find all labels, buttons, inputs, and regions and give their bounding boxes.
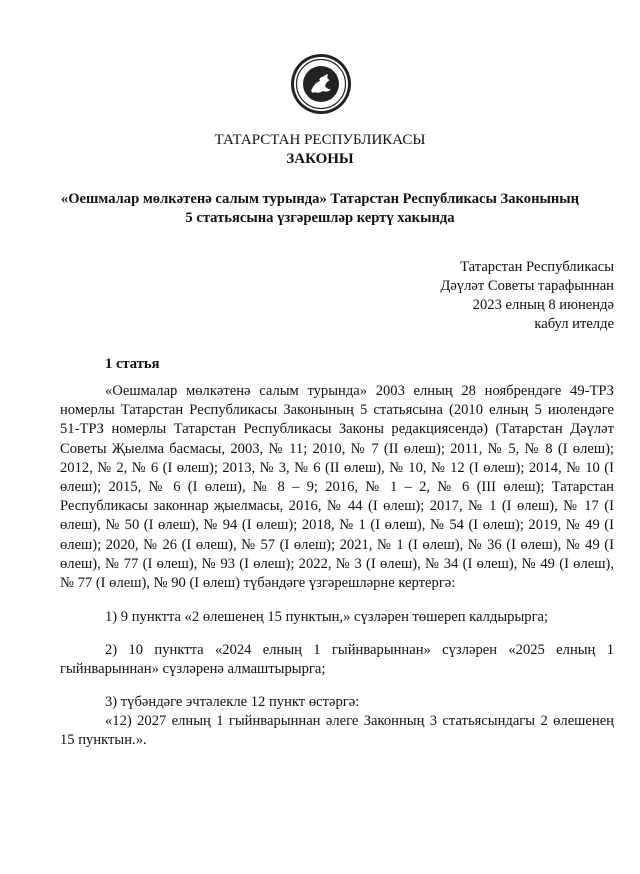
law-title [60,190,580,228]
adoption-line: Дәүләт Советы тарафыннан [440,278,614,294]
law-title-line: 5 статьясына үзгәрешләр кертү хакында [185,210,455,226]
adoption-line: Татарстан Республикасы [460,259,614,275]
paragraph-text: 3) түбәндәге эчтәлекле 12 пункт өстәргә: [105,694,360,710]
paragraph-text: «Оешмалар мөлкәтенә салым турында» 2003 елның 28 ноябрендәге 49-ТРЗ номерлы Татарстан Республикасы Законының 5 статьясына (2010 елның 5 июлендәге 51-ТРЗ номерлы Татарстан Республикасы Законы редакциясендә) (Татарстан Дәүләт Советы Җыелма басмасы, 2003, № 11; 2010, № 7 (II өлеш); 2011, № 5, № 8 (I өлеш); 2012, № 2, № 6 (I өлеш); 2013, № 3, № 6 (II өлеш), № 10, № 12 (I өлеш); 2014, № 10 (I өлеш); 2015, № 6 (I өлеш), № 8 – 9; 2016, № 1 – 2, № 6 (III өлеш); Татарстан Республикасы законнар җыелмасы, 2016, № 44 (I өлеш); 2017, № 1 (I өлеш), № 17 (I өлеш), № 50 (I өлеш), № 94 (I өлеш); 2018, № 1 (I өлеш), № 54 (I өлеш); 2019, № 49 (I өлеш); 2020, № 26 (I өлеш), № 57 (I өлеш); 2021, № 1 (I өлеш), № 36 (I өлеш), № 49 (I өлеш), № 77 (I өлеш), № 93 (I өлеш); 2022, № 3 (I өлеш), № 34 (I өлеш), № 49 (I өлеш), № 77 (I өлеш), № 90 (I өлеш) түбәндәге үзгәрешләрне кертергә: [60,383,614,592]
law-title-line: «Оешмалар мөлкәтенә салым турында» Татарстан Республикасы Законының [60,191,580,207]
paragraph-text: «12) 2027 елның 1 гыйнварыннан әлеге Законның 3 статьясындагы 2 өлешенең 15 пунктын.». [60,713,614,749]
article-item-2 [60,641,614,679]
republic-name: ТАТАРСТАН РЕСПУБЛИКАСЫ [214,132,426,148]
adoption-line: кабул ителде [534,316,614,332]
paragraph-text: 1) 9 пунктта «2 өлешенең 15 пунктын,» сүзләрен төшереп калдырырга; [105,609,549,625]
law-heading: ЗАКОНЫ [286,151,354,167]
article-intro-paragraph [60,382,614,593]
adoption-line: 2023 елның 8 июнендә [472,297,614,313]
adoption-block [440,258,614,334]
article-item-3 [60,693,614,751]
article-heading: 1 статья [105,356,160,372]
paragraph-text: 2) 10 пунктта «2024 елның 1 гыйнварыннан» сүзләрен «2025 елның 1 гыйнварыннан» сүзләренә алмаштырырга; [60,642,614,678]
article-item-1 [60,608,614,627]
tatarstan-coat-of-arms-icon [290,53,352,115]
